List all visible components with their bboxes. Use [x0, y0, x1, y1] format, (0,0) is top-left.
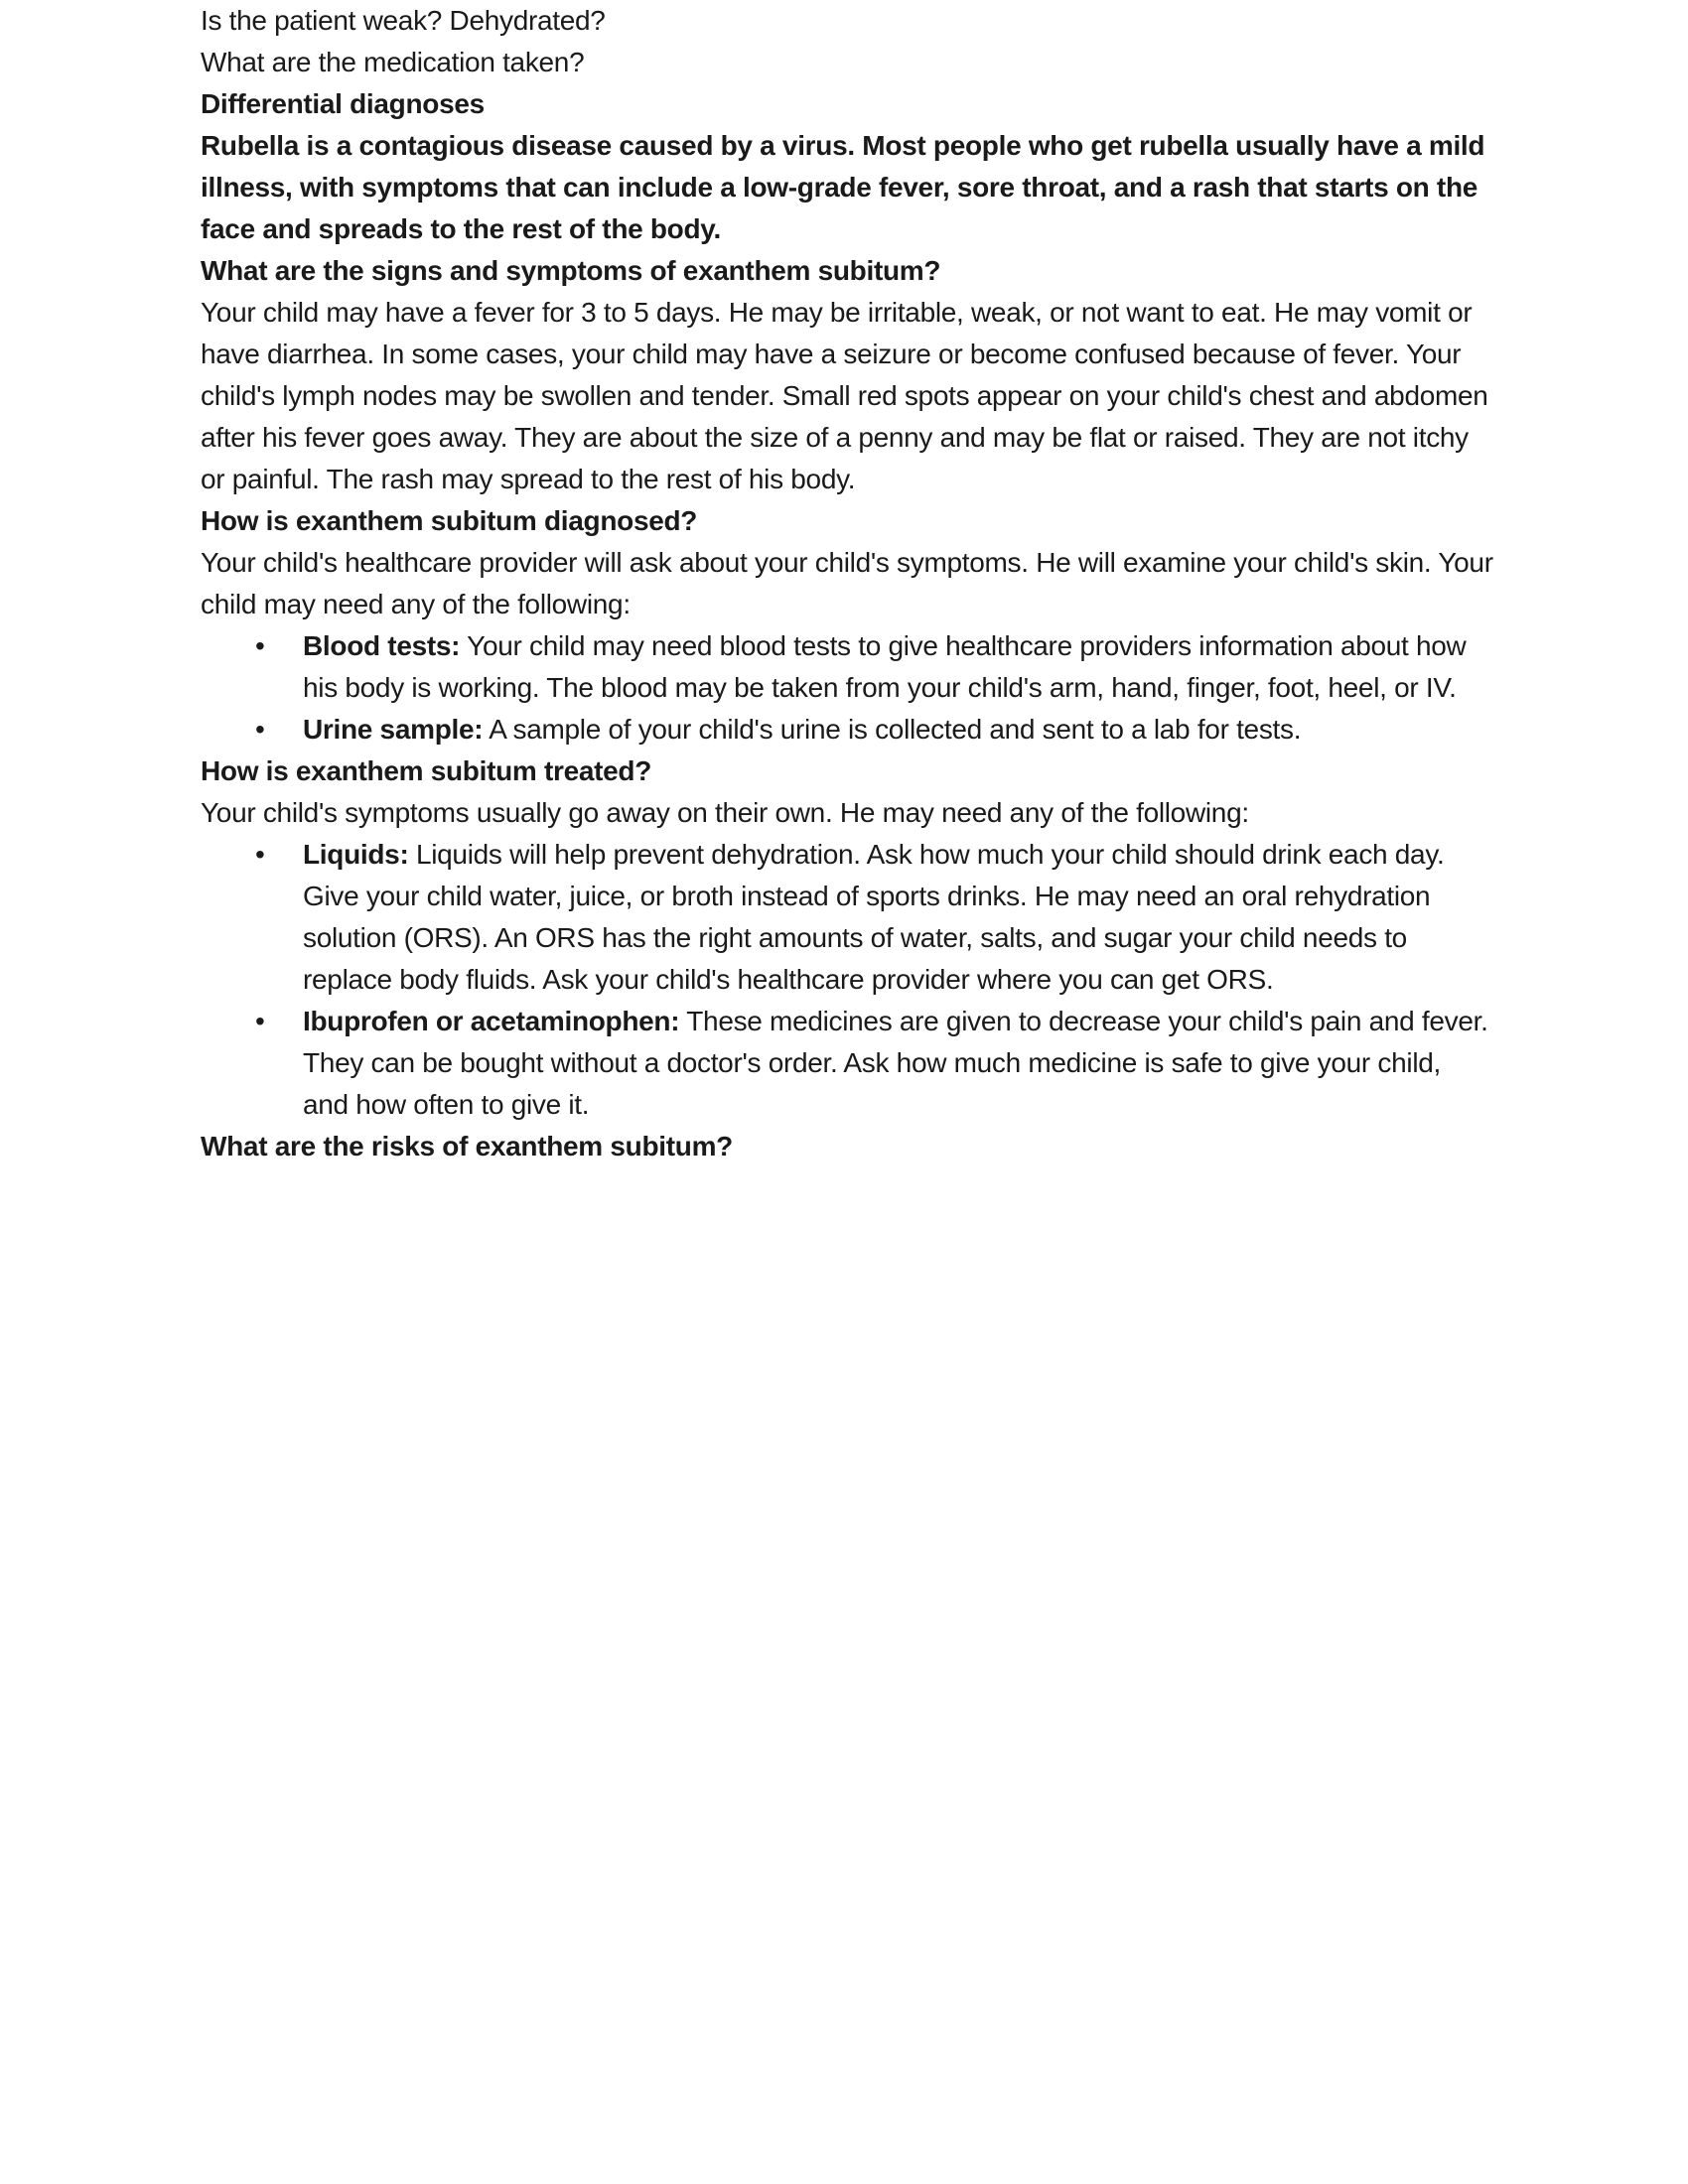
list-item-lead: Urine sample: [303, 714, 484, 745]
list-item-liquids [201, 834, 1493, 1001]
heading-signs-symptoms: What are the signs and symptoms of exanthem subitum? [201, 255, 941, 286]
list-item-lead: Liquids: [303, 839, 409, 870]
paragraph-treated: Your child's symptoms usually go away on their own. He may need any of the following: [201, 797, 1249, 828]
paragraph-diagnosed: Your child's healthcare provider will ask about your child's symptoms. He will examine your child's skin. Your child may need any of the following: [201, 547, 1493, 619]
list-item-blood-tests [201, 625, 1493, 709]
heading-risks: What are the risks of exanthem subitum? [201, 1131, 733, 1161]
heading-differential-diagnoses: Differential diagnoses [201, 88, 485, 119]
list-item-ibuprofen-acetaminophen [201, 1001, 1493, 1126]
question-line-2: What are the medication taken? [201, 47, 585, 77]
list-item-urine-sample [201, 709, 1493, 751]
list-item-lead: Blood tests: [303, 630, 461, 661]
list-item-text: These medicines are given to decrease your child's pain and fever. They can be bought without a doctor's order. Ask how much medicine is safe to give your child, and how often to give it. [303, 1006, 1488, 1120]
bullet-icon: • [255, 1006, 265, 1036]
paragraph-signs-symptoms: Your child may have a fever for 3 to 5 days. He may be irritable, weak, or not want to eat. He may vomit or have diarrhea. In some cases, your child may have a seizure or become confused because of fever. Your child's lymph nodes may be swollen and tender. Small red spots appear on your child's chest and abdomen after his fever goes away. They are about the size of a penny and may be flat or raised. They are not itchy or painful. The rash may spread to the rest of his body. [201, 297, 1488, 494]
bullet-icon: • [255, 714, 265, 745]
treated-bullet-list [201, 834, 1493, 1126]
list-item-text: Your child may need blood tests to give healthcare providers information about how his body is working. The blood may be taken from your child's arm, hand, finger, foot, heel, or IV. [303, 630, 1467, 703]
heading-diagnosed: How is exanthem subitum diagnosed? [201, 505, 698, 536]
document-content [201, 0, 1493, 1167]
paragraph-rubella: Rubella is a contagious disease caused by a virus. Most people who get rubella usually have a mild illness, with symptoms that can include a low-grade fever, sore throat, and a rash that starts on the face and spreads to the rest of the body. [201, 130, 1485, 244]
question-line-1: Is the patient weak? Dehydrated? [201, 5, 606, 36]
heading-treated: How is exanthem subitum treated? [201, 755, 652, 786]
list-item-text: A sample of your child's urine is collected and sent to a lab for tests. [483, 714, 1302, 745]
list-item-text: Liquids will help prevent dehydration. Ask how much your child should drink each day. Give your child water, juice, or broth instead of sports drinks. He may need an oral rehydration solution (ORS). An ORS has the right amounts of water, salts, and sugar your child needs to replace body fluids. Ask your child's healthcare provider where you can get ORS. [303, 839, 1445, 995]
diagnosed-bullet-list [201, 625, 1493, 751]
bullet-icon: • [255, 839, 265, 870]
bullet-icon: • [255, 630, 265, 661]
list-item-lead: Ibuprofen or acetaminophen: [303, 1006, 680, 1036]
